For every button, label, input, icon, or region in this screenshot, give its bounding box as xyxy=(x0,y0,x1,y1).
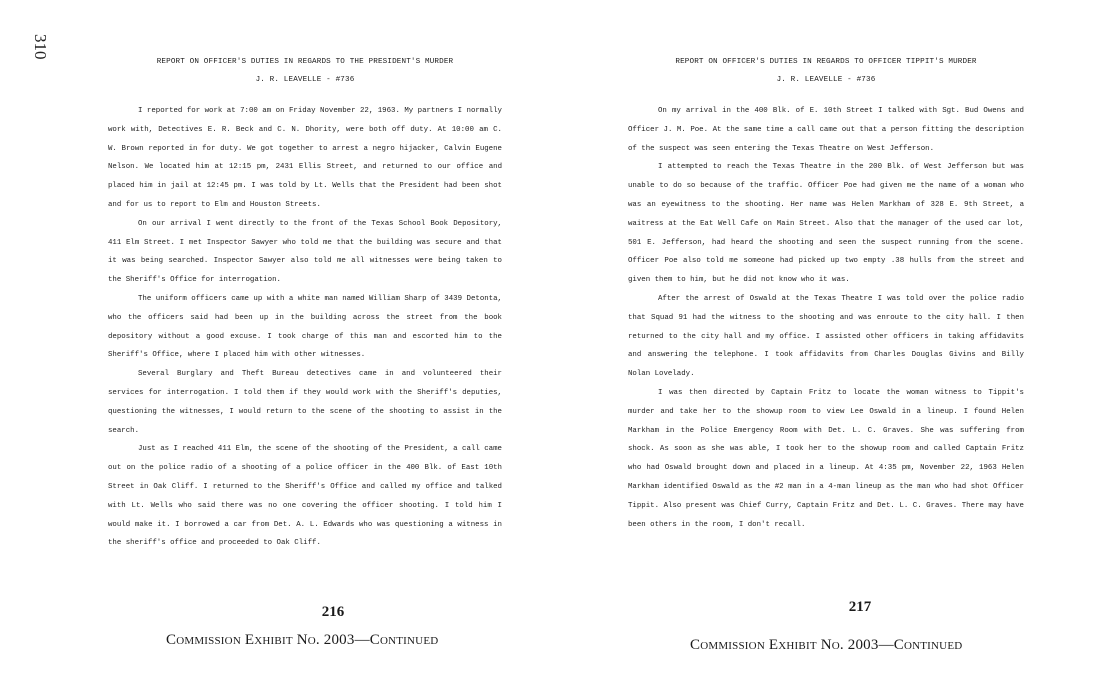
left-report-page xyxy=(108,50,502,553)
right-report-page xyxy=(628,50,1024,534)
right-exhibit-caption: Commission Exhibit No. 2003—Continued xyxy=(690,637,963,653)
left-exhibit-caption: Commission Exhibit No. 2003—Continued xyxy=(166,632,439,648)
left-paragraph-1: I reported for work at 7:00 am on Friday November 22, 1963. My partners I normally work with, Detectives E. R. Beck and C. N. Dhority, were both off duty. At 10:00 am C. W. Brown reported in for duty. We got together to arrest a negro hijacker, Calvin Eugene Nelson. We located him at 12:15 pm, 2431 Ellis Street, and returned to our office and placed him in jail at 12:45 pm. I was told by Lt. Wells that the President had been shot and for us to report to Elm and Houston Streets. xyxy=(108,107,502,209)
left-paragraph-5: Just as I reached 411 Elm, the scene of the shooting of the President, a call came out on the police radio of a shooting of a police officer in the 400 Blk. of East 10th Street in Oak Cliff. I returned to the Sheriff's Office and called my office and talked with Lt. Wells who said there was no one covering the officer shooting. I told him I would make it. I borrowed a car from Det. A. L. Edwards who was questioning a witness in the sheriff's office and proceeded to Oak Cliff. xyxy=(108,445,502,548)
left-report-body xyxy=(108,102,502,553)
right-report-author: J. R. LEAVELLE - #736 xyxy=(776,76,876,84)
left-paragraph-2: On our arrival I went directly to the front of the Texas School Book Depository, 411 Elm Street. I met Inspector Sawyer who told me that the building was secure and that it was being searched. Inspector Sawyer also told me all witnesses were being taken to the Sheriff's Office for interrogation. xyxy=(108,219,502,285)
left-report-title: REPORT ON OFFICER'S DUTIES IN REGARDS TO THE PRESIDENT'S MURDER xyxy=(156,58,454,66)
right-report-title: REPORT ON OFFICER'S DUTIES IN REGARDS TO OFFICER TIPPIT'S MURDER xyxy=(675,58,977,66)
left-paragraph-3: The uniform officers came up with a white man named William Sharp of 3439 Detonta, who the officers said had been up in the building across the street from the book depository without a good excuse. I took charge of this man and escorted him to the Sheriff's Office, where I placed him with other witnesses. xyxy=(108,294,502,360)
right-report-body xyxy=(628,102,1024,534)
right-paragraph-3: After the arrest of Oswald at the Texas Theatre I was told over the police radio that Squad 91 had the witness to the shooting and was enroute to the city hall. I then returned to the city hall and my office. I assisted other officers in taking affidavits and answering the telephone. I took affidavits from Charles Douglas Givins and Billy Nolan Lovelady. xyxy=(628,294,1024,379)
left-page-number: 216 xyxy=(321,604,345,620)
right-paragraph-2: I attempted to reach the Texas Theatre in the 200 Blk. of West Jefferson but was unable to do so because of the traffic. Officer Poe had given me the name of a woman who was an eyewitness to the shooting. Her name was Helen Markham of 328 E. 9th Street, a waitress at the Eat Well Cafe on Main Street. Also that the manager of the used car lot, 501 E. Jefferson, had heard the shooting and seen the suspect running from the scene. Officer Poe also told me someone had picked up two empty .38 hulls from the street and given them to him, but he did not know who it was. xyxy=(628,163,1024,285)
right-page-number: 217 xyxy=(848,599,872,615)
right-paragraph-1: On my arrival in the 400 Blk. of E. 10th Street I talked with Sgt. Bud Owens and Officer J. M. Poe. At the same time a call came out that a person fitting the description of the suspect was seen entering the Texas Theatre on West Jefferson. xyxy=(628,107,1024,153)
left-report-author: J. R. LEAVELLE - #736 xyxy=(255,76,355,84)
right-paragraph-4: I was then directed by Captain Fritz to locate the woman witness to Tippit's murder and take her to the showup room to view Lee Oswald in a lineup. I found Helen Markham in the Police Emergency Room with Det. L. C. Graves. She was suffering from shock. As soon as she was able, I took her to the showup room and called Captain Fritz who had Oswald brought down and placed in a lineup. At 4:35 pm, November 22, 1963 Helen Markham identified Oswald as the #2 man in a 4-man lineup as the man who had shot Officer Tippit. Also present was Chief Curry, Captain Fritz and Det. L. C. Graves. There may have been others in the room, I don't recall. xyxy=(628,388,1024,529)
left-paragraph-4: Several Burglary and Theft Bureau detectives came in and volunteered their services for interrogation. I told them if they would work with the Sheriff's deputies, questioning the witnesses, I would return to the scene of the shooting to assist in the search. xyxy=(108,370,502,435)
margin-page-number: 310 xyxy=(31,34,50,60)
